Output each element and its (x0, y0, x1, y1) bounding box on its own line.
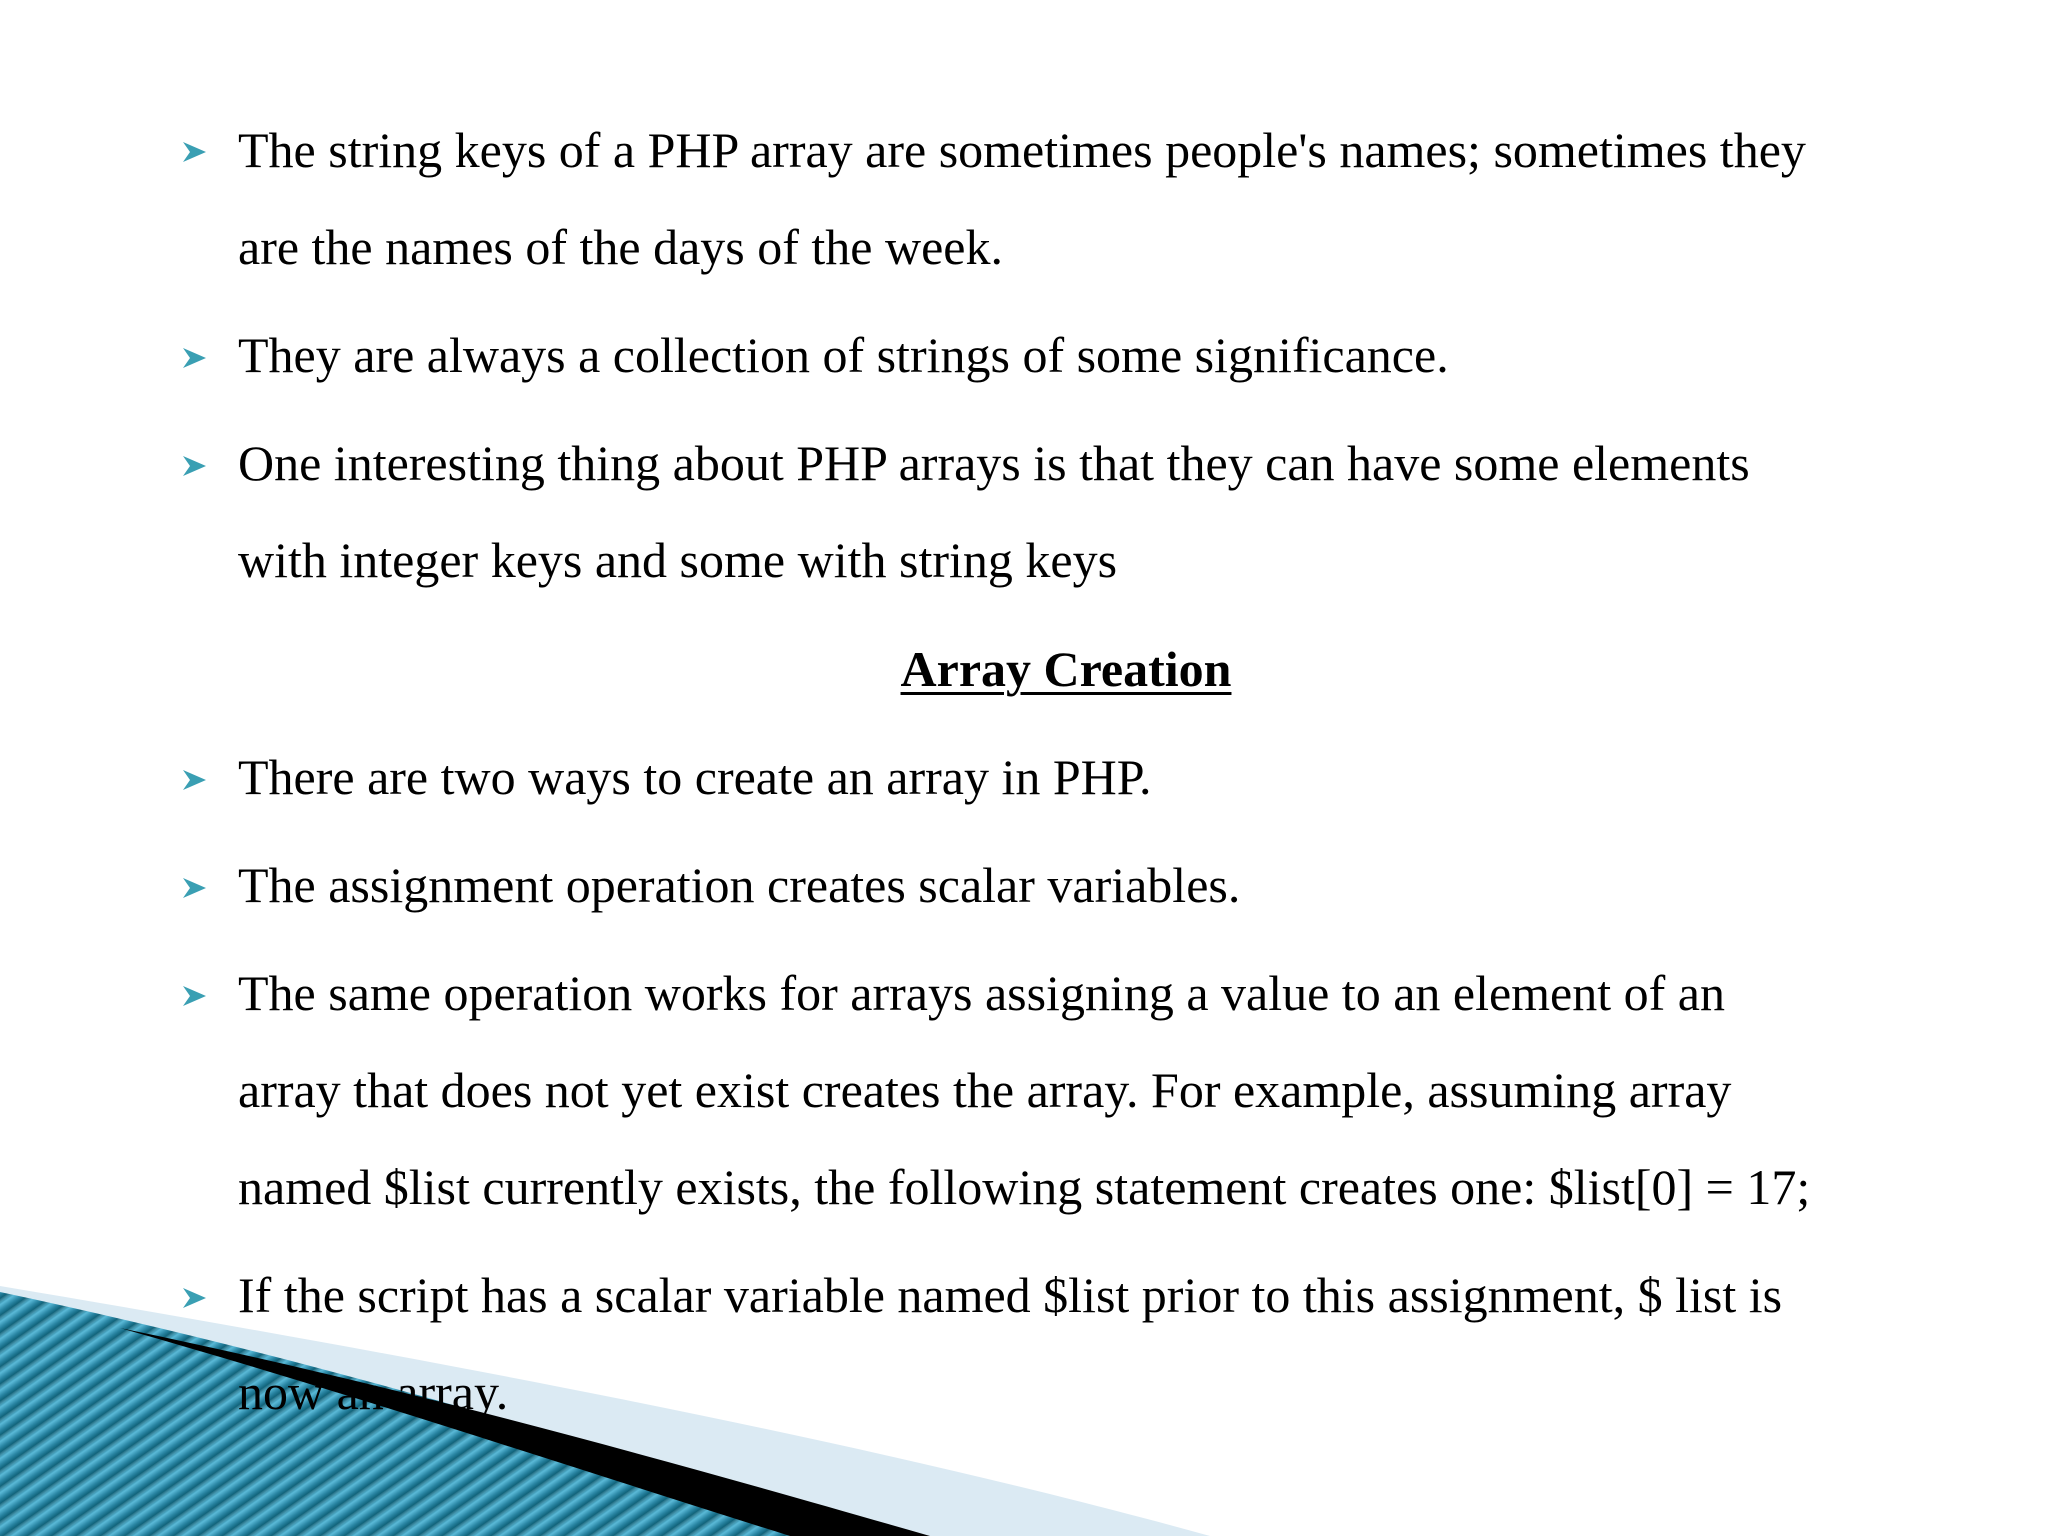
arrowhead-bullet-icon (180, 137, 210, 167)
bullet-6-line-1: The same operation works for arrays assigning a value to an element of an (238, 965, 1725, 1021)
arrowhead-bullet-icon (180, 981, 210, 1011)
bullet-6-line-3: named $list currently exists, the following statement creates one: $list[0] = 17; (238, 1159, 1811, 1215)
bullet-2-line-1: They are always a collection of strings of some significance. (238, 327, 1449, 383)
arrowhead-bullet-icon (180, 343, 210, 373)
bullet-6-line-2: array that does not yet exist creates the array. For example, assuming array (238, 1062, 1732, 1118)
bullet-5-line-1: The assignment operation creates scalar variables. (238, 857, 1241, 913)
section-heading: Array Creation (900, 641, 1232, 697)
bullet-7-line-1: If the script has a scalar variable named $list prior to this assignment, $ list is (238, 1267, 1783, 1323)
arrowhead-bullet-icon (180, 451, 210, 481)
bullet-1-line-1: The string keys of a PHP array are sometimes people's names; sometimes they (238, 122, 1806, 178)
arrowhead-bullet-icon (180, 765, 210, 795)
arrowhead-bullet-icon (180, 873, 210, 903)
arrowhead-bullet-icon (180, 1283, 210, 1313)
bullet-7-line-2: now an array. (238, 1364, 509, 1420)
bullet-3-line-2: with integer keys and some with string keys (238, 532, 1118, 588)
bullet-1-line-2: are the names of the days of the week. (238, 219, 1003, 275)
bullet-4-line-1: There are two ways to create an array in PHP. (238, 749, 1152, 805)
bullet-3-line-1: One interesting thing about PHP arrays is that they can have some elements (238, 435, 1750, 491)
